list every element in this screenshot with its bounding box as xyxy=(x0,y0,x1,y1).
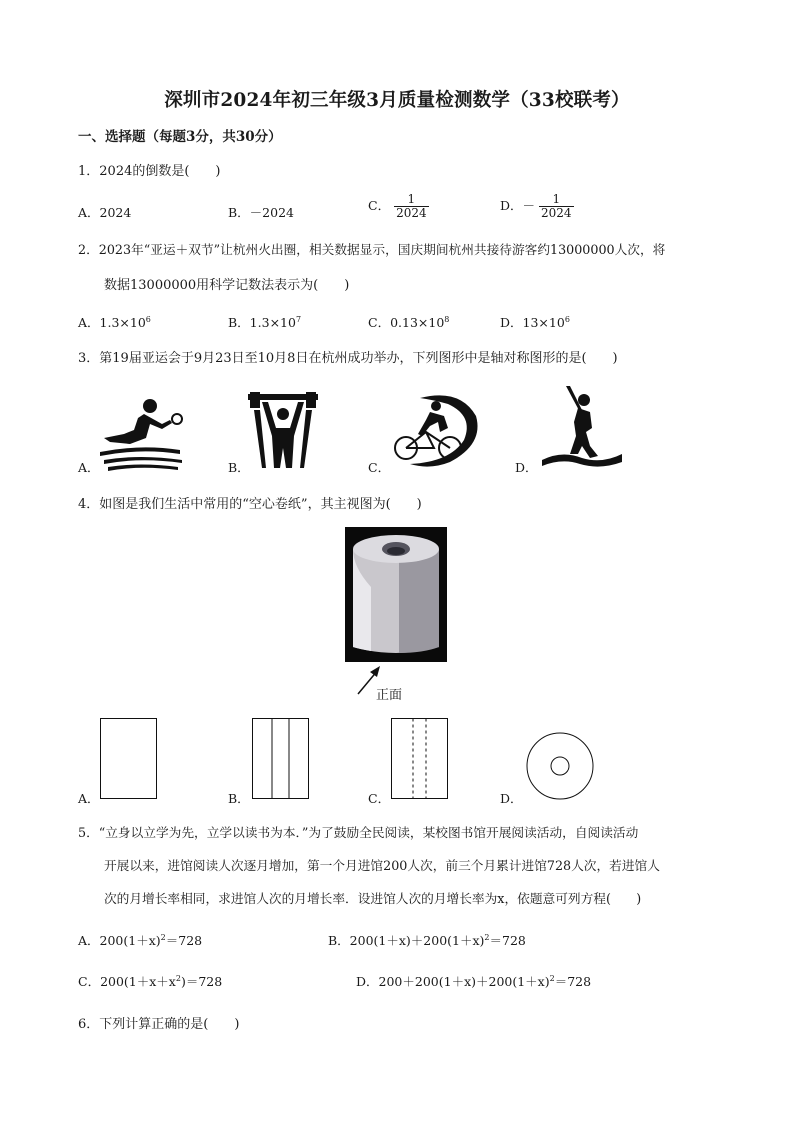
q1-option-c-fraction xyxy=(394,193,429,220)
q4-option-d[interactable]: D． xyxy=(500,791,523,806)
q2-a-base: A．1.3×10 xyxy=(78,315,146,330)
q5-c-pre: C．200(1＋x＋x xyxy=(78,974,176,989)
q2-b-exponent: 7 xyxy=(295,314,302,324)
q4-option-d-concentric-circles-figure xyxy=(526,732,594,800)
beach-volleyball-icon xyxy=(100,394,186,472)
q1-d-denominator: 2024 xyxy=(541,206,572,221)
page-title: 深圳市2024年初三年级3月质量检测数学（33校联考） xyxy=(164,90,630,111)
q2-c-base: C．0.13×10 xyxy=(368,315,445,330)
q5-a-exponent: 2 xyxy=(160,932,166,942)
q5-b-post: ＝728 xyxy=(489,933,526,948)
q4-option-b[interactable]: B． xyxy=(228,791,250,806)
q1-c-numerator: 1 xyxy=(407,192,416,206)
q5-b-exponent: 2 xyxy=(484,932,490,942)
q2-c-exponent: 8 xyxy=(444,314,450,324)
q5-d-exponent: 2 xyxy=(549,973,555,983)
q2-stem-line2: 数据13000000用科学记数法表示为( ) xyxy=(104,278,350,293)
q4-option-b-solid-lines-figure xyxy=(252,718,310,800)
q5-option-a[interactable] xyxy=(78,931,202,949)
q1-option-c[interactable] xyxy=(368,193,429,220)
q5-option-d[interactable] xyxy=(356,972,591,990)
q1-c-denominator: 2024 xyxy=(396,206,427,221)
q3-option-b[interactable]: B． xyxy=(228,460,250,475)
section-heading: 一、选择题（每题3分，共30分） xyxy=(78,129,282,145)
q1-option-b[interactable]: B．－2024 xyxy=(228,205,294,220)
q5-c-exponent: 2 xyxy=(175,973,181,983)
q2-b-base: B．1.3×10 xyxy=(228,315,296,330)
golf-icon xyxy=(540,384,626,470)
q2-option-b[interactable] xyxy=(228,313,301,331)
q6-stem: 6．下列计算正确的是( ) xyxy=(78,1017,240,1032)
q5-d-post: ＝728 xyxy=(554,974,592,989)
q5-d-pre: D．200＋200(1＋x)＋200(1＋x) xyxy=(356,974,550,989)
q2-option-a[interactable] xyxy=(78,313,151,331)
q2-d-base: D．13×10 xyxy=(500,315,565,330)
q3-stem: 3．第19届亚运会于9月23日至10月8日在杭州成功举办，下列图形中是轴对称图形的是( ) xyxy=(78,351,618,366)
q5-stem-line3: 次的月增长率相同，求进馆人次的月增长率．设进馆人次的月增长率为x，依题意可列方程( ) xyxy=(104,891,642,906)
front-label: 正面 xyxy=(376,688,403,703)
q1-option-a[interactable]: A．2024 xyxy=(78,205,132,220)
weightlifting-icon xyxy=(248,392,318,470)
q3-option-d[interactable]: D． xyxy=(515,460,538,475)
q1-stem: 1．2024的倒数是( ) xyxy=(78,164,221,179)
q1-option-c-label: C． xyxy=(368,198,391,214)
q5-c-post: )＝728 xyxy=(180,974,223,989)
q2-option-d[interactable] xyxy=(500,313,570,331)
q1-option-d-fraction xyxy=(539,193,574,220)
q4-option-c[interactable]: C． xyxy=(368,791,391,806)
q5-option-c[interactable] xyxy=(78,972,222,990)
q2-a-exponent: 6 xyxy=(145,314,151,324)
q5-a-pre: A．200(1＋x) xyxy=(78,933,161,948)
q2-option-c[interactable] xyxy=(368,313,449,331)
q4-option-a-rectangle-figure xyxy=(100,718,158,800)
q1-option-d-label: D．－ xyxy=(500,198,536,214)
q5-a-post: ＝728 xyxy=(165,933,203,948)
q3-option-c[interactable]: C． xyxy=(368,460,391,475)
q5-stem-line1: 5．“立身以立学为先，立学以读书为本．”为了鼓励全民阅读，某校图书馆开展阅读活动，自阅读活动 xyxy=(78,825,639,840)
cycling-icon xyxy=(390,392,482,472)
q1-d-numerator: 1 xyxy=(552,192,561,206)
q2-d-exponent: 6 xyxy=(564,314,570,324)
q5-b-pre: B．200(1＋x)＋200(1＋x) xyxy=(328,933,485,948)
q3-option-a[interactable]: A． xyxy=(78,460,100,475)
toilet-paper-photo xyxy=(345,527,447,662)
q1-option-d[interactable] xyxy=(500,193,574,220)
q4-option-a[interactable]: A． xyxy=(78,791,100,806)
q4-stem: 4．如图是我们生活中常用的“空心卷纸”，其主视图为( ) xyxy=(78,497,422,512)
q2-stem-line1: 2．2023年“亚运＋双节”让杭州火出圈，相关数据显示，国庆期间杭州共接待游客约13000000人次，将 xyxy=(78,242,666,257)
q4-option-c-dashed-lines-figure xyxy=(391,718,449,800)
q5-option-b[interactable] xyxy=(328,931,526,949)
q5-stem-line2: 开展以来，进馆阅读人次逐月增加，第一个月进馆200人次，前三个月累计进馆728人次，若进馆人 xyxy=(104,858,660,873)
